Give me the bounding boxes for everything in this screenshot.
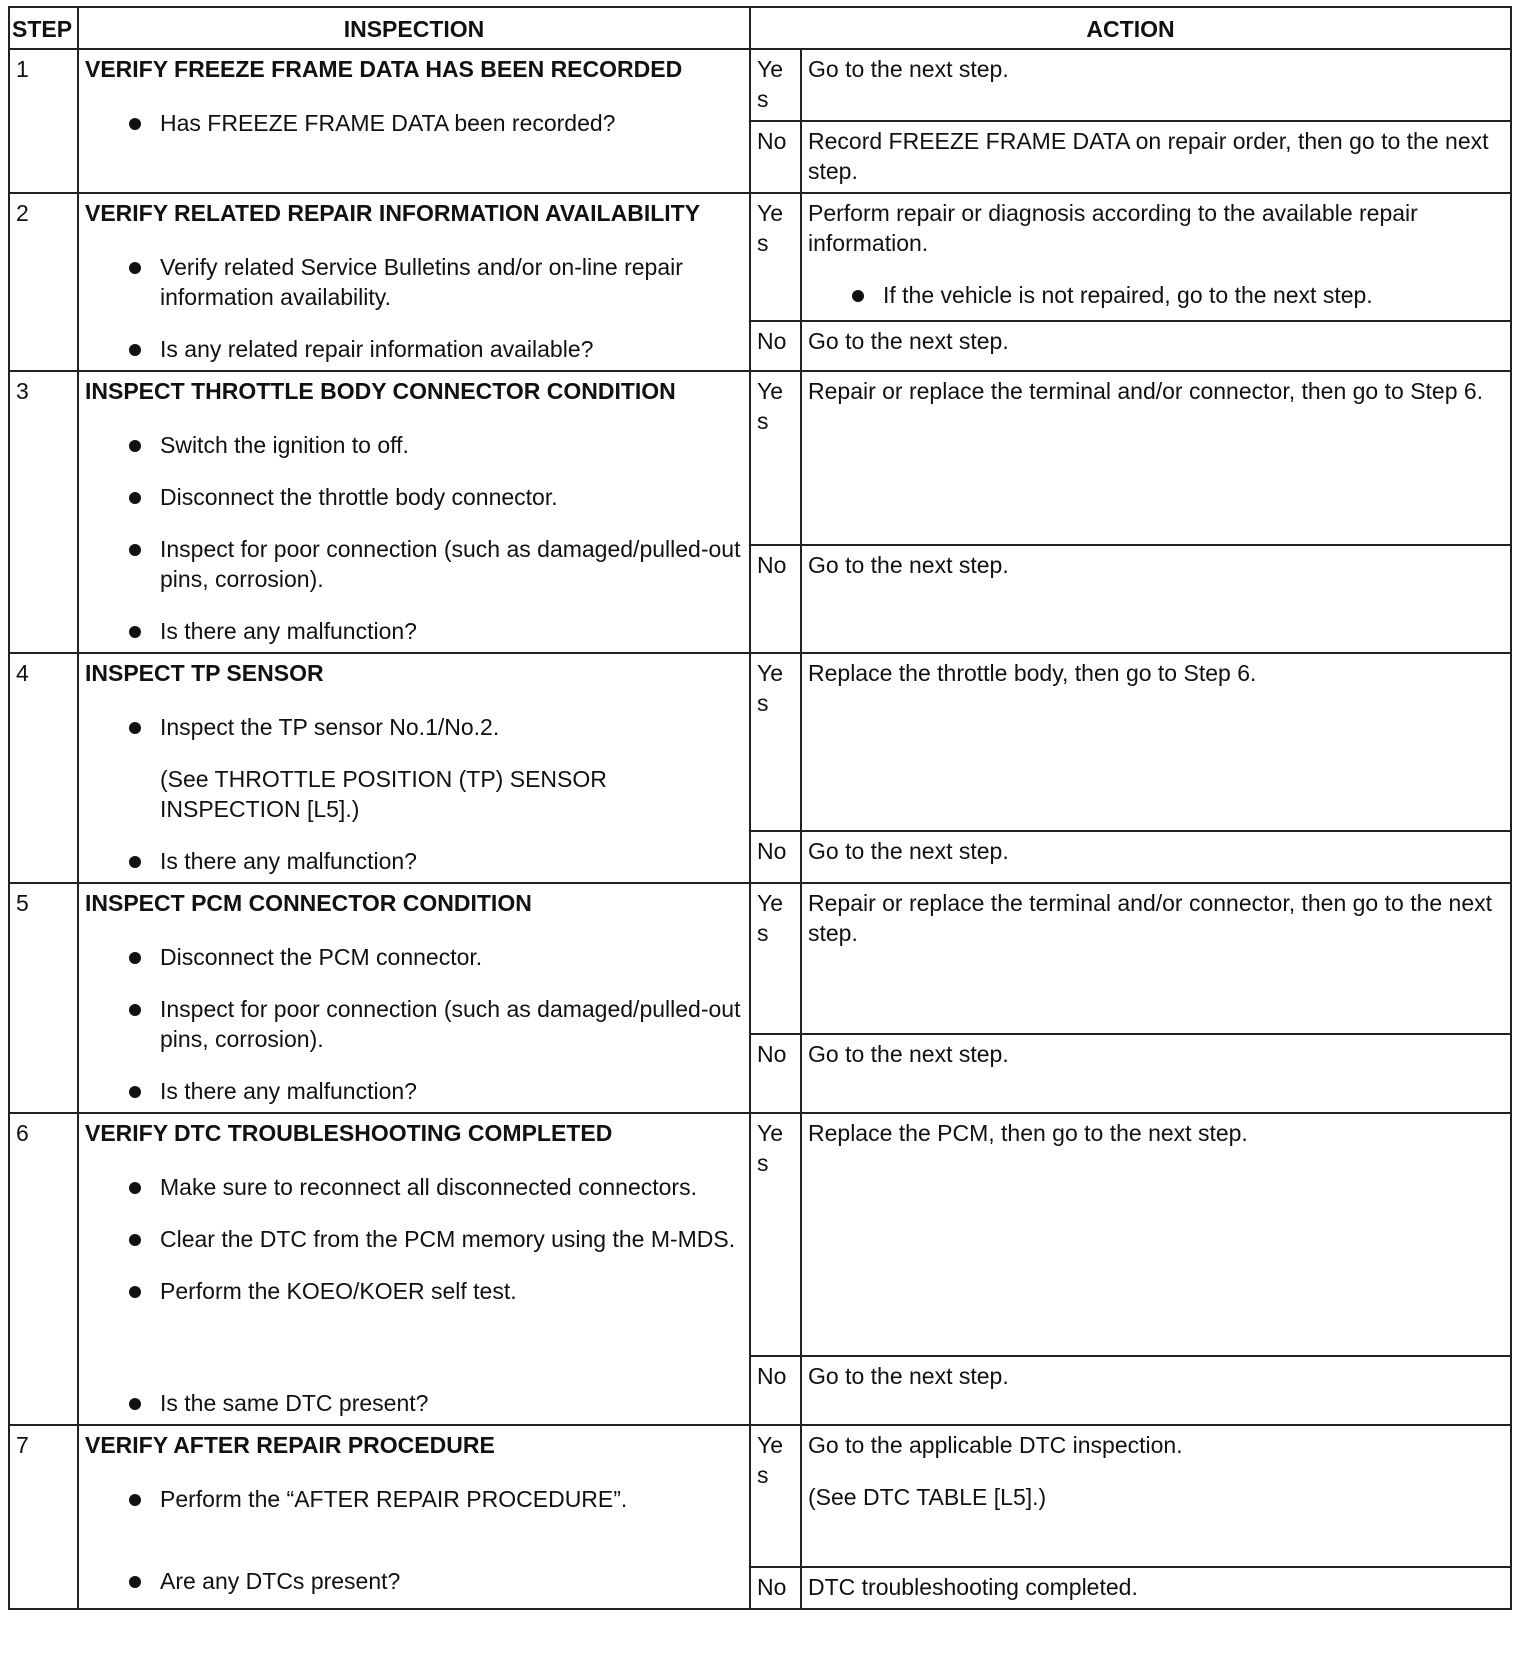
no-action: Go to the next step. <box>801 1356 1511 1425</box>
reference-note: (See DTC TABLE [L5].) <box>808 1484 1047 1510</box>
inspection-bullet: Switch the ignition to off. <box>85 430 743 460</box>
yes-action: Repair or replace the terminal and/or connector, then go to the next step. <box>801 883 1511 1034</box>
no-label: No <box>750 121 801 193</box>
yes-action: Replace the PCM, then go to the next step. <box>801 1113 1511 1356</box>
no-action: Go to the next step. <box>801 545 1511 653</box>
yes-action-cell <box>801 193 1511 321</box>
yes-action: Go to the applicable DTC inspection. <box>808 1432 1183 1458</box>
inspection-bullet: Verify related Service Bulletins and/or on-line repair information availability. <box>85 252 743 312</box>
inspection-bullet: Is any related repair information available? <box>85 334 743 364</box>
step-title: INSPECT PCM CONNECTOR CONDITION <box>85 890 532 916</box>
inspection-header: INSPECTION <box>78 7 750 49</box>
step-title: VERIFY AFTER REPAIR PROCEDURE <box>85 1432 495 1458</box>
inspection-bullet: Disconnect the PCM connector. <box>85 942 743 972</box>
inspection-bullet: Has FREEZE FRAME DATA been recorded? <box>85 108 743 138</box>
inspection-bullet: Make sure to reconnect all disconnected connectors. <box>85 1172 743 1202</box>
yes-label: Yes <box>750 653 801 831</box>
step-number: 7 <box>9 1425 78 1609</box>
no-label: No <box>750 545 801 653</box>
yes-action-cell <box>801 1425 1511 1567</box>
yes-action: Repair or replace the terminal and/or connector, then go to Step 6. <box>801 371 1511 545</box>
diagnostic-table <box>8 6 1512 1610</box>
inspection-bullet: Inspect for poor connection (such as damaged/pulled-out pins, corrosion). <box>85 534 743 594</box>
step-row-yes <box>9 1113 1511 1356</box>
inspection-bullet: Inspect for poor connection (such as damaged/pulled-out pins, corrosion). <box>85 994 743 1054</box>
yes-label: Yes <box>750 371 801 545</box>
inspection-cell <box>78 193 750 371</box>
no-action: DTC troubleshooting completed. <box>801 1567 1511 1609</box>
step-title: VERIFY FREEZE FRAME DATA HAS BEEN RECORDED <box>85 56 683 82</box>
step-row-yes <box>9 653 1511 831</box>
step-header: STEP <box>9 7 78 49</box>
diagnostic-procedure-document <box>8 6 1510 1610</box>
step-number: 5 <box>9 883 78 1113</box>
inspection-cell <box>78 49 750 193</box>
inspection-cell <box>78 1113 750 1425</box>
step-title: VERIFY DTC TROUBLESHOOTING COMPLETED <box>85 1120 613 1146</box>
yes-label: Yes <box>750 1113 801 1356</box>
yes-label: Yes <box>750 49 801 121</box>
action-header: ACTION <box>750 7 1511 49</box>
no-label: No <box>750 1567 801 1609</box>
inspection-bullet: Is the same DTC present? <box>85 1388 743 1418</box>
step-row-yes <box>9 371 1511 545</box>
inspection-bullet: Perform the “AFTER REPAIR PROCEDURE”. <box>85 1484 743 1514</box>
spacer <box>85 1514 743 1566</box>
no-action: Record FREEZE FRAME DATA on repair order, then go to the next step. <box>801 121 1511 193</box>
action-bullet: If the vehicle is not repaired, go to the next step. <box>808 280 1504 310</box>
step-number: 6 <box>9 1113 78 1425</box>
inspection-cell <box>78 1425 750 1609</box>
yes-action: Replace the throttle body, then go to Step 6. <box>801 653 1511 831</box>
inspection-bullet: Is there any malfunction? <box>85 616 743 646</box>
no-action: Go to the next step. <box>801 831 1511 883</box>
yes-action: Perform repair or diagnosis according to the available repair information. <box>808 200 1418 256</box>
step-number: 2 <box>9 193 78 371</box>
step-title: INSPECT TP SENSOR <box>85 660 324 686</box>
yes-label: Yes <box>750 883 801 1034</box>
reference-note: (See THROTTLE POSITION (TP) SENSOR INSPECTION [L5].) <box>160 766 607 822</box>
yes-label: Yes <box>750 193 801 321</box>
inspection-bullet: Disconnect the throttle body connector. <box>85 482 743 512</box>
step-title: INSPECT THROTTLE BODY CONNECTOR CONDITION <box>85 378 676 404</box>
inspection-bullet: Is there any malfunction? <box>85 1076 743 1106</box>
spacer <box>85 1306 743 1388</box>
inspection-bullet: Perform the KOEO/KOER self test. <box>85 1276 743 1306</box>
inspection-cell <box>78 371 750 653</box>
no-action: Go to the next step. <box>801 1034 1511 1113</box>
inspection-cell <box>78 883 750 1113</box>
step-number: 3 <box>9 371 78 653</box>
no-action: Go to the next step. <box>801 321 1511 371</box>
inspection-bullet: Inspect the TP sensor No.1/No.2. <box>85 712 743 742</box>
step-row-yes <box>9 1425 1511 1567</box>
step-row-yes <box>9 49 1511 121</box>
step-row-yes <box>9 883 1511 1034</box>
step-title: VERIFY RELATED REPAIR INFORMATION AVAILABILITY <box>85 200 701 226</box>
inspection-bullet: Are any DTCs present? <box>85 1566 743 1596</box>
inspection-bullet: Clear the DTC from the PCM memory using the M-MDS. <box>85 1224 743 1254</box>
yes-label: Yes <box>750 1425 801 1567</box>
no-label: No <box>750 321 801 371</box>
step-row-yes <box>9 193 1511 321</box>
step-number: 1 <box>9 49 78 193</box>
no-label: No <box>750 1034 801 1113</box>
no-label: No <box>750 831 801 883</box>
header-row <box>9 7 1511 49</box>
no-label: No <box>750 1356 801 1425</box>
step-number: 4 <box>9 653 78 883</box>
inspection-cell <box>78 653 750 883</box>
inspection-bullet: Is there any malfunction? <box>85 846 743 876</box>
yes-action: Go to the next step. <box>801 49 1511 121</box>
